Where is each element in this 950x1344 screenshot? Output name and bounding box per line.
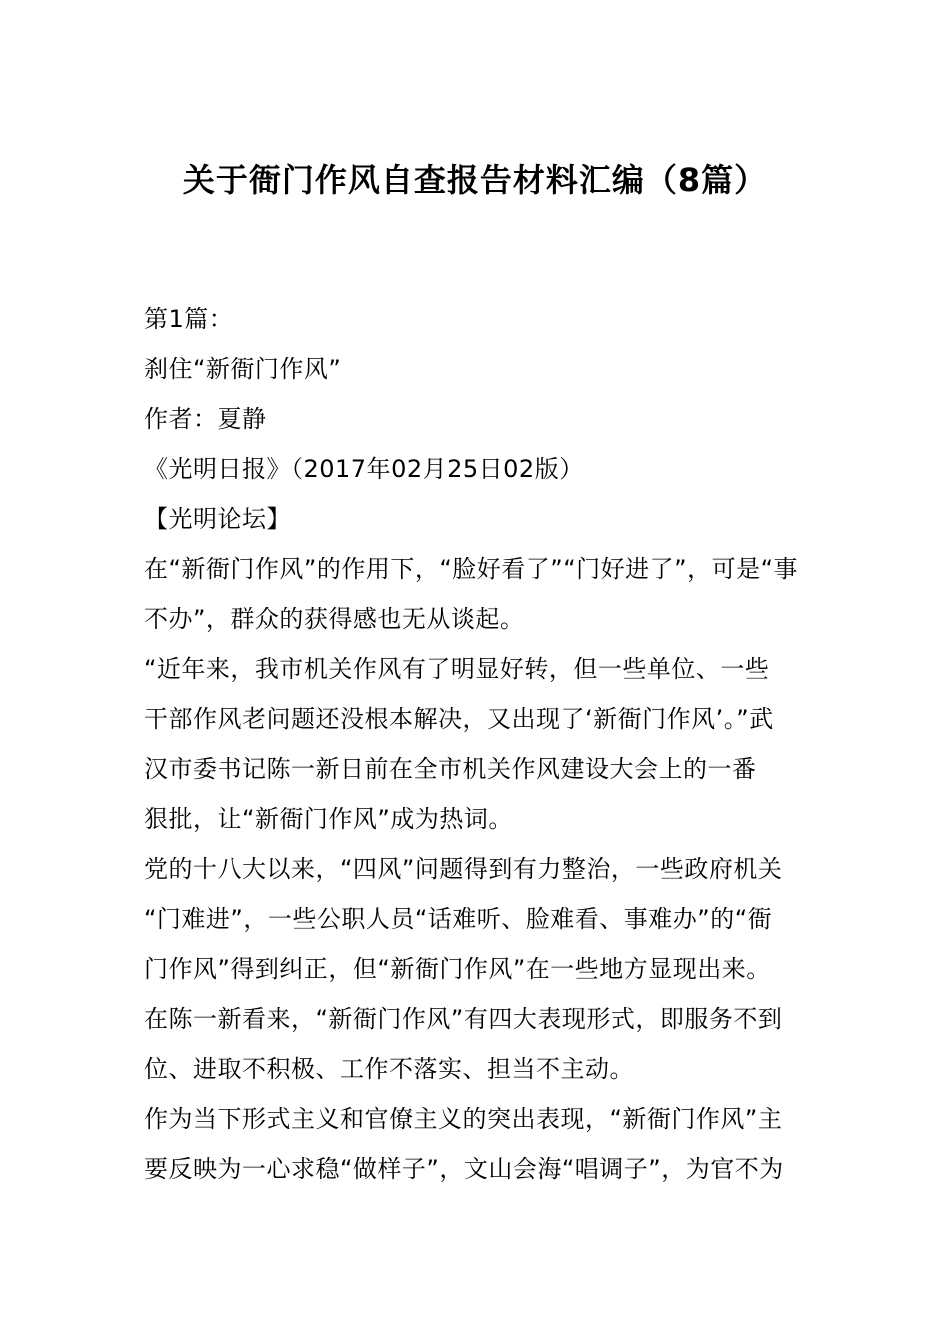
paragraph-line: 狠批，让“新衙门作风”成为热词。	[144, 805, 513, 833]
paragraph-line: 位、进取不积极、工作不落实、担当不主动。	[144, 1055, 634, 1083]
article-source: 《光明日报》（2017年02月25日02版）	[144, 455, 584, 483]
paragraph-line: 门作风”得到纠正，但“新衙门作风”在一些地方显现出来。	[144, 955, 771, 983]
paragraph-line: 干部作风老问题还没根本解决，又出现了‘新衙门作风’。”武	[144, 705, 774, 733]
paragraph-line: 在陈一新看来，“新衙门作风”有四大表现形式，即服务不到	[144, 1005, 783, 1033]
section-number: 第1篇：	[144, 305, 234, 333]
paragraph-line: 不办”，群众的获得感也无从谈起。	[144, 605, 525, 633]
paragraph-line: 党的十八大以来，“四风”问题得到有力整治，一些政府机关	[144, 855, 783, 883]
paragraph-line: 在“新衙门作风”的作用下，“脸好看了”“门好进了”，可是“事	[144, 555, 799, 583]
paragraph-line: 作为当下形式主义和官僚主义的突出表现，“新衙门作风”主	[144, 1105, 783, 1133]
document-body	[144, 294, 808, 1194]
paragraph-line: 汉市委书记陈一新日前在全市机关作风建设大会上的一番	[144, 755, 757, 783]
paragraph-line: “门难进”，一些公职人员“话难听、脸难看、事难办”的“衙	[144, 905, 773, 933]
article-headline: 刹住“新衙门作风”	[144, 355, 342, 383]
article-author: 作者：夏静	[144, 405, 267, 433]
document-title: 关于衙门作风自查报告材料汇编（8篇）	[182, 161, 768, 199]
paragraph-line: 要反映为一心求稳“做样子”，文山会海“唱调子”，为官不为	[144, 1155, 784, 1183]
article-column: 【光明论坛】	[144, 505, 291, 533]
paragraph-line: “近年来，我市机关作风有了明显好转，但一些单位、一些	[144, 655, 770, 683]
